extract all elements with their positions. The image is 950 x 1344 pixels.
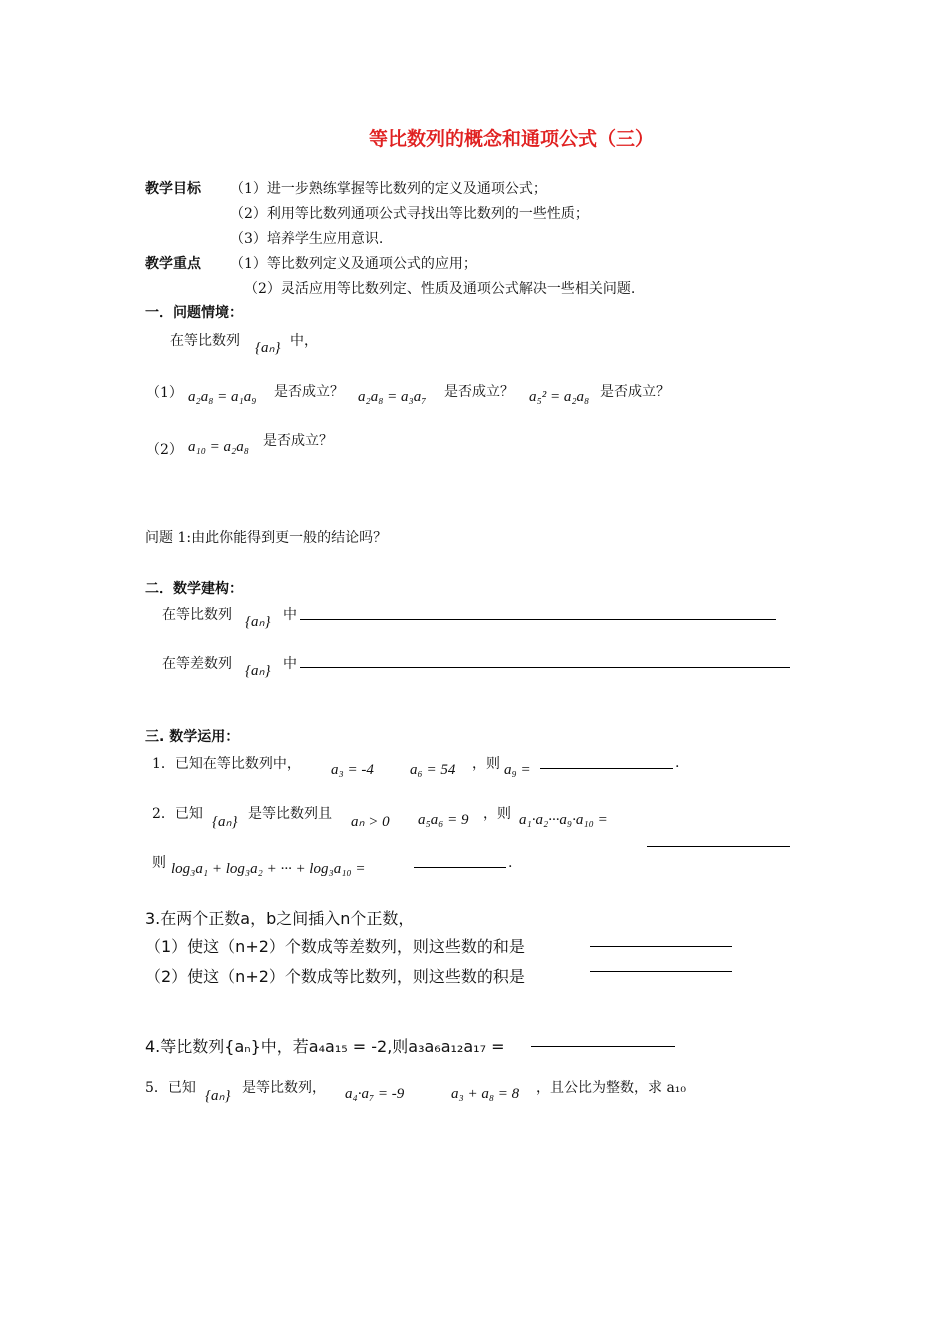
intro-tail: 中，	[290, 333, 318, 349]
construct-geometric-blank[interactable]	[300, 619, 776, 620]
problem2-formula-3: a₁·a₂···a₉·a₁₀ =	[519, 812, 608, 828]
intro-sequence: {aₙ}	[255, 340, 281, 356]
question1-formula-3: a₅² = a₂a₈	[529, 389, 590, 405]
problem2b-formula: log₃a₁ + log₃a₂ + ··· + log₃a₁₀ =	[171, 861, 366, 877]
section1-heading: 一．问题情境：	[145, 305, 243, 321]
problem-1: 问题 1:由此你能得到更一般的结论吗？	[145, 530, 388, 546]
problem5-formula-2: a₃ + a₈ = 8	[451, 1086, 520, 1102]
key-point-item-1: （1）等比数列定义及通项公式的应用；	[230, 256, 477, 272]
section2-heading: 二．数学建构：	[145, 581, 243, 597]
question1-formula-1: a₂a₈ = a₁a₉	[188, 389, 257, 405]
problem1-formula-3: a₉ =	[504, 762, 531, 778]
problem3-part-a: （1）使这（n+2）个数成等差数列，则这些数的和是	[145, 937, 525, 956]
construct-arithmetic-seq: {aₙ}	[245, 663, 271, 679]
question2-text: 是否成立？	[263, 433, 333, 449]
objectives-label: 教学目标	[145, 181, 201, 197]
problem5-text: 5．已知	[145, 1080, 196, 1096]
problem3-blank-a[interactable]	[590, 946, 732, 947]
problem2-sequence: {aₙ}	[212, 814, 238, 830]
problem1-then: ，则	[472, 756, 500, 772]
problem2-mid: 是等比数列且	[248, 806, 332, 822]
problem4-blank[interactable]	[531, 1046, 675, 1047]
problem3-text: 3.在两个正数a，b之间插入n个正数，	[145, 909, 415, 928]
problem1-formula-1: a₃ = -4	[331, 762, 374, 778]
problem5-end: ，且公比为整数，求 a₁₀	[536, 1080, 687, 1096]
problem5-mid: 是等比数列，	[242, 1080, 326, 1096]
problem5-formula-1: a₄·a₇ = -9	[345, 1086, 405, 1102]
problem1-text: 1．已知在等比数列中，	[152, 756, 301, 772]
construct-geometric-zhong: 中	[283, 607, 297, 623]
page-title: 等比数列的概念和通项公式（三）	[369, 128, 655, 150]
problem2-text: 2．已知	[152, 806, 203, 822]
problem1-end: .	[675, 755, 680, 771]
question1-formula-2: a₂a₈ = a₃a₇	[358, 389, 427, 405]
section3-heading: 三. 数学运用：	[145, 729, 240, 745]
question2-number: （2）	[146, 442, 183, 458]
key-point-item-2: （2）灵活应用等比数列定、性质及通项公式解决一些相关问题.	[244, 281, 636, 297]
question2-formula: a₁₀ = a₂a₈	[188, 439, 249, 455]
construct-geometric-text: 在等比数列	[162, 607, 232, 623]
problem3-part-b: （2）使这（n+2）个数成等比数列，则这些数的积是	[145, 967, 525, 986]
problem3-blank-b[interactable]	[590, 971, 732, 972]
problem4-text: 4.等比数列{aₙ}中，若a₄a₁₅ = -2,则a₃a₆a₁₂a₁₇ =	[145, 1037, 505, 1056]
intro-text: 在等比数列	[170, 333, 240, 349]
problem1-formula-2: a₆ = 54	[410, 762, 456, 778]
question1-number: （1）	[146, 385, 183, 401]
problem2b-then: 则	[152, 855, 166, 871]
construct-arithmetic-zhong: 中	[283, 656, 297, 672]
problem1-blank[interactable]	[540, 768, 673, 769]
problem2-formula-2: a₅a₆ = 9	[418, 812, 469, 828]
objective-item-2: （2）利用等比数列通项公式寻找出等比数列的一些性质；	[230, 206, 589, 222]
objective-item-3: （3）培养学生应用意识.	[230, 231, 384, 247]
construct-geometric-seq: {aₙ}	[245, 614, 271, 630]
question1-text-3: 是否成立？	[600, 384, 670, 400]
problem2b-end: .	[508, 855, 513, 871]
key-points-label: 教学重点	[145, 256, 201, 272]
problem2-then: ，则	[483, 806, 511, 822]
problem2-formula-1: aₙ > 0	[351, 814, 390, 830]
problem2-blank-2[interactable]	[414, 867, 506, 868]
problem2-blank-1[interactable]	[647, 846, 790, 847]
construct-arithmetic-blank[interactable]	[300, 667, 790, 668]
objective-item-1: （1）进一步熟练掌握等比数列的定义及通项公式；	[230, 181, 547, 197]
problem5-sequence: {aₙ}	[205, 1088, 231, 1104]
construct-arithmetic-text: 在等差数列	[162, 656, 232, 672]
question1-text-1: 是否成立？	[274, 384, 344, 400]
question1-text-2: 是否成立？	[444, 384, 514, 400]
